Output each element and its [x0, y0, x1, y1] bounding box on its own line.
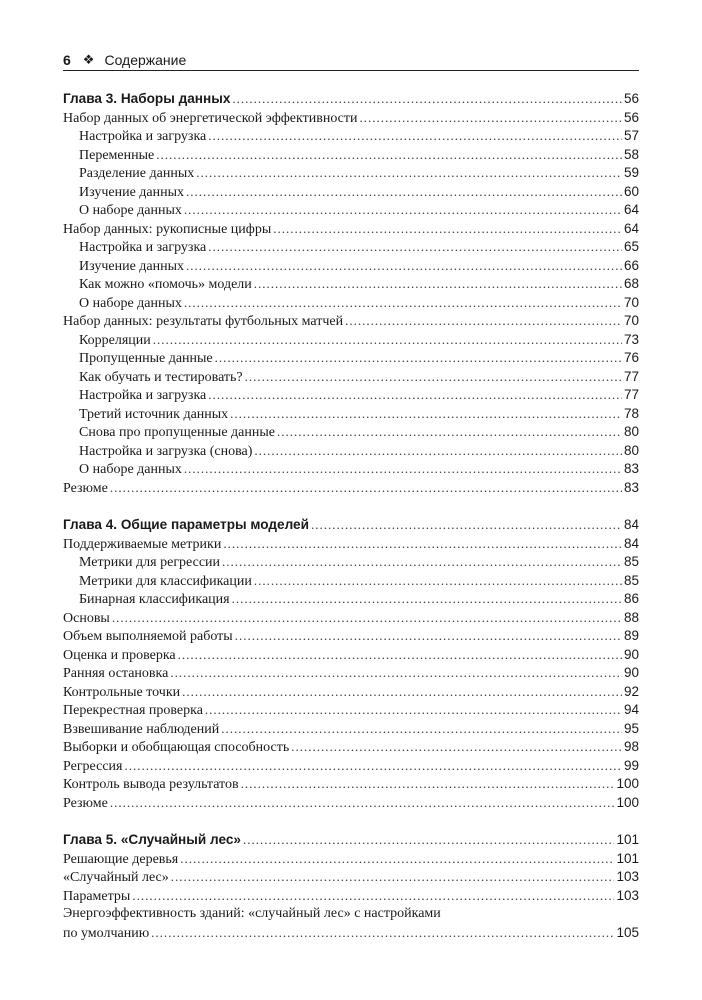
subsection-row[interactable] [63, 405, 639, 424]
dot-leader [110, 479, 622, 498]
dot-leader [345, 312, 622, 331]
subsection-row[interactable] [63, 572, 639, 591]
page-ref: 59 [623, 165, 639, 180]
chapter-title: Глава 5. «Случайный лес» [63, 832, 241, 847]
dot-leader [184, 294, 622, 313]
section-row[interactable] [63, 757, 639, 776]
section-row[interactable] [63, 794, 639, 813]
page-ref: 100 [616, 776, 639, 791]
dot-leader [186, 257, 622, 276]
page-ref: 101 [616, 832, 639, 847]
entry-label: Набор данных: результаты футбольных матчей [63, 314, 344, 329]
dot-leader [184, 201, 622, 220]
dot-leader [171, 868, 615, 887]
section-row[interactable] [63, 720, 639, 739]
page-ref: 90 [623, 646, 639, 662]
entry-label: Переменные [79, 147, 155, 163]
entry-label: Изучение данных [79, 258, 185, 274]
page-ref: 84 [623, 535, 639, 551]
subsection-row[interactable] [63, 349, 639, 368]
subsection-row[interactable] [63, 460, 639, 479]
section-row[interactable] [63, 701, 639, 720]
entry-label: О наборе данных [79, 295, 182, 311]
chapter-row[interactable] [63, 516, 639, 535]
section-row[interactable] [63, 627, 639, 646]
entry-label: Набор данных: рукописные цифры [63, 221, 272, 237]
entry-label: Параметры [63, 888, 131, 904]
page-ref: 57 [623, 128, 639, 143]
chapter-row[interactable] [63, 90, 639, 109]
page-ref: 73 [623, 331, 639, 347]
subsection-row[interactable] [63, 590, 639, 609]
chapter-block [63, 516, 639, 812]
entry-label: Разделение данных [79, 166, 195, 181]
dot-leader [196, 164, 622, 183]
entry-label: Перекрестная проверка [63, 703, 203, 718]
subsection-row[interactable] [63, 146, 639, 165]
page-ref: 66 [623, 257, 639, 273]
dot-leader [156, 146, 622, 165]
chapter-block [63, 90, 639, 497]
dot-leader [132, 887, 614, 906]
section-row[interactable] [63, 646, 639, 665]
entry-label: Метрики для классификации [79, 573, 252, 589]
dot-leader [208, 238, 622, 257]
dot-leader [170, 664, 622, 683]
section-row[interactable] [63, 109, 639, 128]
header-title: Содержание [104, 52, 187, 68]
dot-leader [208, 386, 622, 405]
entry-label: Оценка и проверка [63, 647, 176, 663]
dot-leader [232, 590, 622, 609]
page-ref: 95 [623, 720, 639, 736]
entry-label: Метрики для регрессии [79, 555, 221, 570]
page-ref: 83 [623, 461, 639, 476]
subsection-row[interactable] [63, 442, 639, 461]
dot-leader [360, 109, 622, 128]
dot-leader [254, 572, 622, 591]
page-ref: 83 [623, 479, 639, 495]
dot-leader [223, 535, 622, 554]
dot-leader [208, 127, 622, 146]
section-row[interactable] [63, 683, 639, 702]
entry-label: Ранняя остановка [63, 666, 169, 681]
section-row[interactable] [63, 868, 639, 887]
entry-label: Корреляции [79, 332, 151, 348]
section-row[interactable] [63, 609, 639, 628]
dot-leader [243, 831, 615, 850]
page-ref: 77 [623, 387, 639, 402]
dot-leader [112, 609, 622, 628]
section-row[interactable] [63, 887, 639, 906]
section-row-wrapped-end[interactable] [63, 924, 639, 943]
page-number: 6 [63, 52, 71, 68]
chapter-title: Глава 4. Общие параметры моделей [63, 517, 309, 532]
page-ref: 98 [623, 739, 639, 754]
dot-leader [273, 220, 622, 239]
section-row[interactable] [63, 535, 639, 554]
entry-label: Объем выполняемой работы [63, 629, 233, 644]
entry-label: Взвешивание наблюдений [63, 721, 220, 737]
entry-label: Настройка и загрузка [79, 129, 207, 144]
page-ref: 103 [616, 869, 639, 884]
subsection-row[interactable] [63, 257, 639, 276]
entry-label: Бинарная классификация [79, 592, 230, 607]
dot-leader [222, 553, 622, 572]
dot-leader [124, 757, 621, 776]
entry-label: Регрессия [63, 758, 123, 774]
dot-leader [254, 442, 622, 461]
subsection-row[interactable] [63, 164, 639, 183]
dot-leader [241, 775, 615, 794]
entry-label: Изучение данных [79, 184, 185, 200]
dot-leader [254, 275, 622, 294]
entry-label: Контрольные точки [63, 684, 181, 700]
entry-label: Как обучать и тестировать? [79, 369, 243, 385]
section-row[interactable] [63, 312, 639, 331]
dot-leader [205, 701, 622, 720]
dot-leader [110, 794, 615, 813]
page-ref: 76 [623, 350, 639, 365]
subsection-row[interactable] [63, 368, 639, 387]
entry-label: по умолчанию [63, 925, 150, 941]
page-ref: 60 [623, 183, 639, 199]
subsection-row[interactable] [63, 553, 639, 572]
page-ref: 101 [616, 850, 639, 866]
entry-label: Резюме [63, 480, 108, 496]
page-ref: 85 [623, 554, 639, 569]
page-ref: 70 [623, 313, 639, 328]
section-row[interactable] [63, 220, 639, 239]
section-row[interactable] [63, 775, 639, 794]
page-ref: 65 [623, 239, 639, 254]
subsection-row[interactable] [63, 275, 639, 294]
section-row[interactable] [63, 479, 639, 498]
page-ref: 92 [623, 683, 639, 699]
page-header [63, 50, 639, 71]
dot-leader [178, 646, 622, 665]
section-row-wrapped-line[interactable]: Энергоэффективность зданий: «случайный лес» с настройками [63, 906, 441, 921]
entry-label: Третий источник данных [79, 406, 229, 422]
subsection-row[interactable] [63, 386, 639, 405]
page-ref: 56 [623, 109, 639, 125]
page-ref: 94 [623, 702, 639, 717]
page-ref: 64 [623, 202, 639, 217]
subsection-row[interactable] [63, 183, 639, 202]
dot-leader [153, 331, 622, 350]
entry-label: Выборки и обобщающая способность [63, 740, 290, 755]
entry-label: Настройка и загрузка [79, 240, 207, 255]
section-row[interactable] [63, 664, 639, 683]
entry-label: Контроль вывода результатов [63, 777, 239, 792]
page-ref: 77 [623, 368, 639, 384]
dot-leader [184, 460, 622, 479]
page-ref: 99 [623, 757, 639, 773]
page-ref: 105 [616, 924, 639, 940]
dot-leader [311, 516, 622, 535]
subsection-row[interactable] [63, 294, 639, 313]
entry-label: Как можно «помочь» модели [79, 277, 252, 292]
entry-label: Поддерживаемые метрики [63, 536, 222, 552]
chapter-row[interactable] [63, 831, 639, 850]
dot-leader [182, 683, 622, 702]
page-ref: 70 [623, 294, 639, 310]
subsection-row[interactable] [63, 331, 639, 350]
table-of-contents [63, 90, 639, 961]
subsection-row[interactable] [63, 423, 639, 442]
entry-label: О наборе данных [79, 203, 182, 218]
entry-label: Настройка и загрузка (снова) [79, 443, 253, 459]
entry-label: «Случайный лес» [63, 870, 169, 885]
section-row[interactable] [63, 738, 639, 757]
page-ref: 90 [623, 665, 639, 680]
dot-leader [221, 720, 622, 739]
dot-leader [232, 90, 622, 109]
dot-leader [230, 405, 622, 424]
dot-leader [151, 924, 614, 943]
entry-label: Снова про пропущенные данные [79, 425, 275, 440]
chapter-block [63, 831, 639, 942]
page-ref: 86 [623, 591, 639, 606]
entry-label: Набор данных об энергетической эффективности [63, 110, 358, 126]
page-ref: 80 [623, 424, 639, 439]
section-row[interactable] [63, 850, 639, 869]
page-ref: 64 [623, 220, 639, 236]
subsection-row[interactable] [63, 127, 639, 146]
subsection-row[interactable] [63, 201, 639, 220]
page-ref: 68 [623, 276, 639, 291]
dot-leader [235, 627, 622, 646]
entry-label: Решающие деревья [63, 851, 179, 867]
entry-label: Основы [63, 610, 110, 626]
page-ref: 88 [623, 609, 639, 625]
page-ref: 100 [616, 794, 639, 810]
page-ref: 56 [623, 91, 639, 106]
dot-leader [291, 738, 622, 757]
page-ref: 58 [623, 146, 639, 162]
page-ref: 78 [623, 405, 639, 421]
dot-leader [245, 368, 622, 387]
dot-leader [215, 349, 622, 368]
entry-label: Настройка и загрузка [79, 388, 207, 403]
entry-label: Пропущенные данные [79, 351, 213, 366]
dot-leader [180, 850, 614, 869]
page-ref: 80 [623, 442, 639, 458]
page-ref: 84 [623, 517, 639, 532]
dot-leader [277, 423, 622, 442]
subsection-row[interactable] [63, 238, 639, 257]
page-ref: 89 [623, 628, 639, 643]
chapter-title: Глава 3. Наборы данных [63, 91, 231, 106]
dot-leader [186, 183, 622, 202]
page-ref: 85 [623, 572, 639, 588]
ornament-icon: ❖ [82, 52, 95, 67]
page-ref: 103 [616, 887, 639, 903]
entry-label: О наборе данных [79, 462, 182, 477]
entry-label: Резюме [63, 795, 108, 811]
